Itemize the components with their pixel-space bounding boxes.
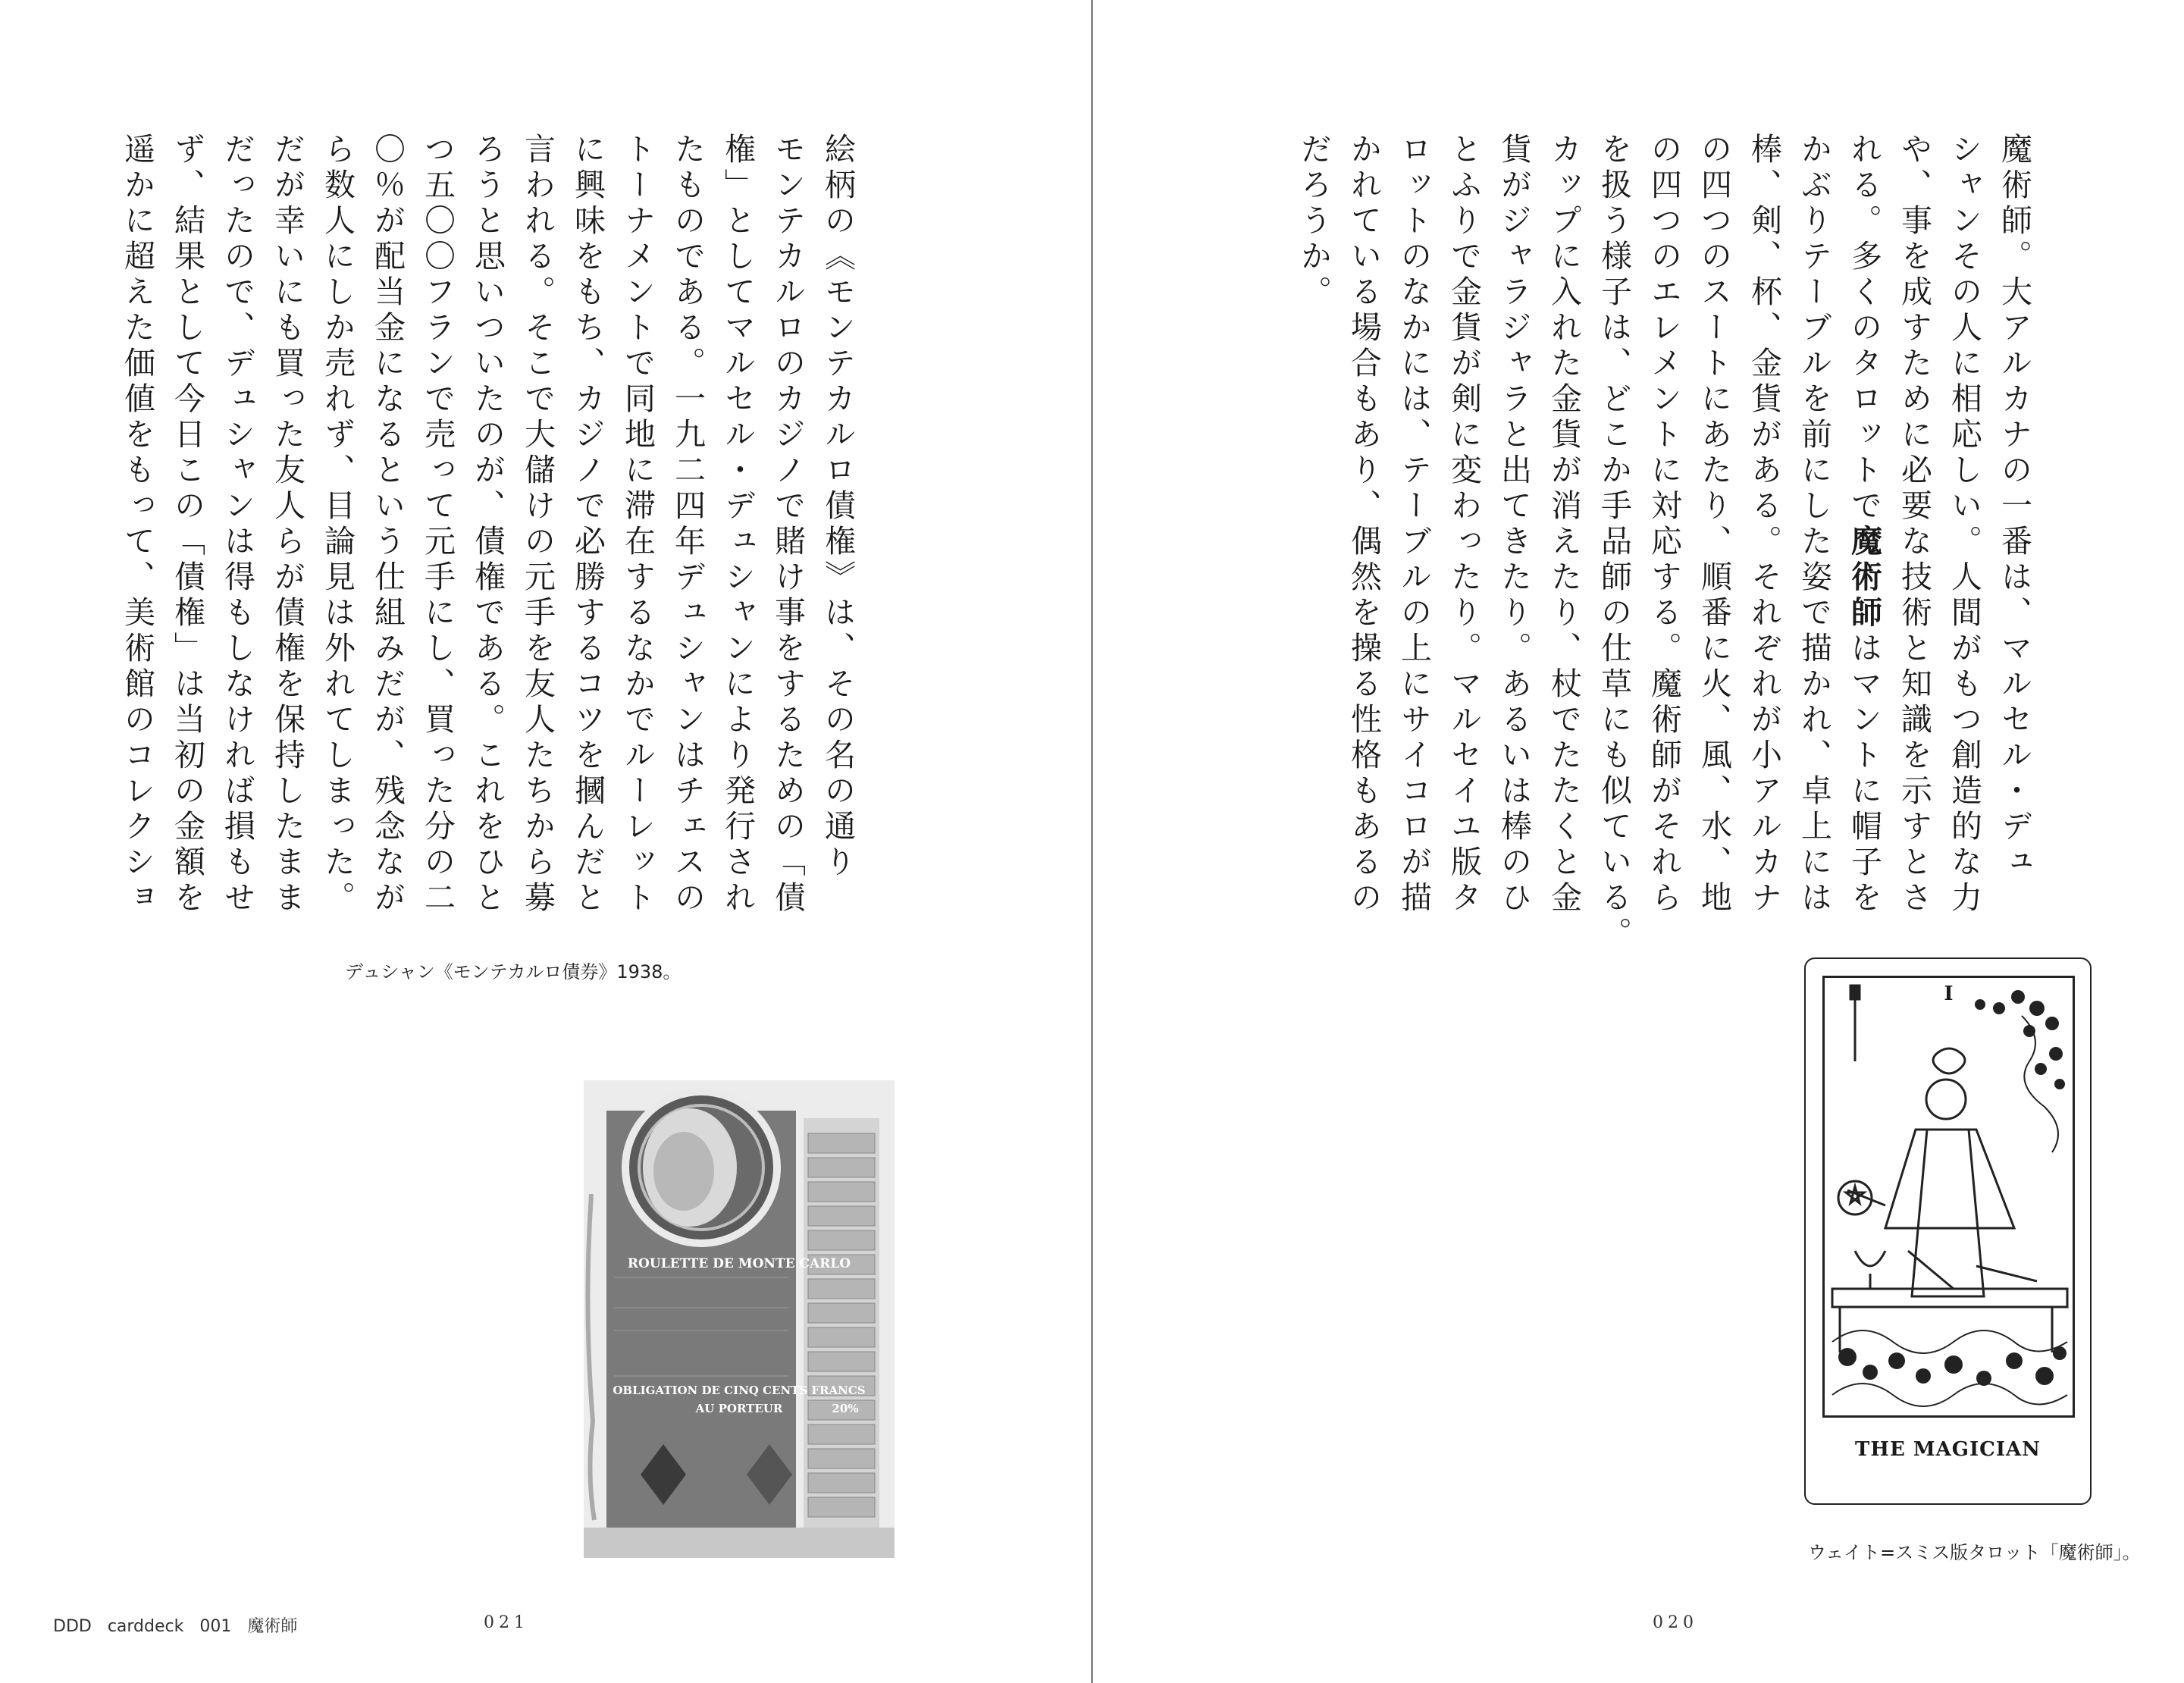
right-body-line: の四つのスートにあたり、順番に火、風、水、地 <box>1696 133 1732 917</box>
card-title: THE MAGICIAN <box>1855 1438 2041 1461</box>
left-body-line: 〇％が配当金になるという仕組みだが、残念なが <box>369 133 406 917</box>
right-body-line: カップに入れた金貨が消えたり、杖でたたくと金 <box>1546 133 1582 917</box>
left-body-line: ら数人にしか売れず、目論見は外れてしまった。 <box>319 133 356 917</box>
right-body-line: ロットのなかには、テーブルの上にサイコロが描 <box>1396 133 1432 917</box>
right-body-line: 魔術師。大アルカナの一番は、マルセル・デュ <box>1996 133 2032 881</box>
left-body-line: たものである。一九二四年デュシャンはチェスの <box>669 133 706 917</box>
right-body-line: を扱う様子は、どこか手品師の仕草にも似ている。 <box>1596 133 1632 952</box>
magician-tarot-card <box>1804 957 2092 1505</box>
left-body-line: だが幸いにも買った友人らが債権を保持したまま <box>269 133 306 917</box>
left-body-line: モンテカルロのカジノで賭け事をするための「債 <box>769 133 806 917</box>
left-body-text <box>112 133 863 917</box>
right-body-line: 貨がジャラジャラと出てきたり。あるいは棒のひ <box>1496 133 1532 917</box>
bold-term: 魔術師 <box>1846 525 1882 632</box>
card-numeral: I <box>1944 983 1954 1005</box>
bond-artwork <box>584 1080 895 1558</box>
left-body-line: 権」としてマルセル・デュシャンにより発行され <box>719 133 756 917</box>
bond-percent: 20% <box>832 1402 859 1415</box>
left-body-line: に興味をもち、カジノで必勝するコツを摑んだと <box>569 133 606 917</box>
right-body-line: 棒、剣、杯、金貨がある。それぞれが小アルカナ <box>1746 133 1782 917</box>
left-body-line: 絵柄の《モンテカルロ債権》は、その名の通り <box>819 133 856 881</box>
bond-au-porteur: AU PORTEUR <box>695 1402 783 1415</box>
folio-left: 021 <box>484 1613 529 1632</box>
bond-title: ROULETTE DE MONTE CARLO <box>627 1256 851 1271</box>
left-body-line: ろうと思いついたのが、債権である。これをひと <box>469 133 506 917</box>
left-body-line: 言われる。そこで大儲けの元手を友人たちから募 <box>519 133 556 917</box>
left-body-line: ず、結果として今日この「債権」は当初の金額を <box>169 133 205 917</box>
folio-right: 020 <box>1653 1613 1698 1632</box>
bond-obligation: OBLIGATION DE CINQ CENTS FRANCS <box>613 1384 866 1397</box>
left-body-line: トーナメントで同地に滞在するなかでルーレット <box>619 133 656 917</box>
right-body-line: や、事を成すために必要な技術と知識を示すとさ <box>1896 133 1932 917</box>
right-body-line: だろうか。 <box>1296 133 1332 311</box>
left-body-line: だったので、デュシャンは得もしなければ損もせ <box>219 133 255 917</box>
card-illustration <box>1822 976 2075 1418</box>
right-body-line: の四つのエレメントに対応する。魔術師がそれら <box>1646 133 1682 917</box>
right-body-line: かぶりテーブルを前にした姿で描かれ、卓上には <box>1796 133 1832 917</box>
right-body-text <box>1289 133 2039 952</box>
monte-carlo-bond-image <box>584 1080 895 1558</box>
left-body-line: つ五〇〇フランで売って元手にし、買った分の二 <box>419 133 456 917</box>
right-body-line: れる。多くのタロットで魔術師はマントに帽子を <box>1846 133 1882 917</box>
running-head: DDD carddeck 001 魔術師 <box>53 1617 298 1636</box>
right-body-line: シャンその人に相応しい。人間がもつ創造的な力 <box>1946 133 1982 917</box>
magician-figure-art <box>1825 978 2073 1415</box>
bond-caption: デュシャン《モンテカルロ債券》1938。 <box>345 961 682 983</box>
right-body-line: かれている場合もあり、偶然を操る性格もあるの <box>1346 133 1382 917</box>
tarot-caption: ウェイト=スミス版タロット「魔術師」。 <box>1808 1542 2141 1563</box>
left-body-line: 遥かに超えた価値をもって、美術館のコレクショ <box>119 133 155 917</box>
right-body-line: とふりで金貨が剣に変わったり。マルセイユ版タ <box>1446 133 1482 917</box>
